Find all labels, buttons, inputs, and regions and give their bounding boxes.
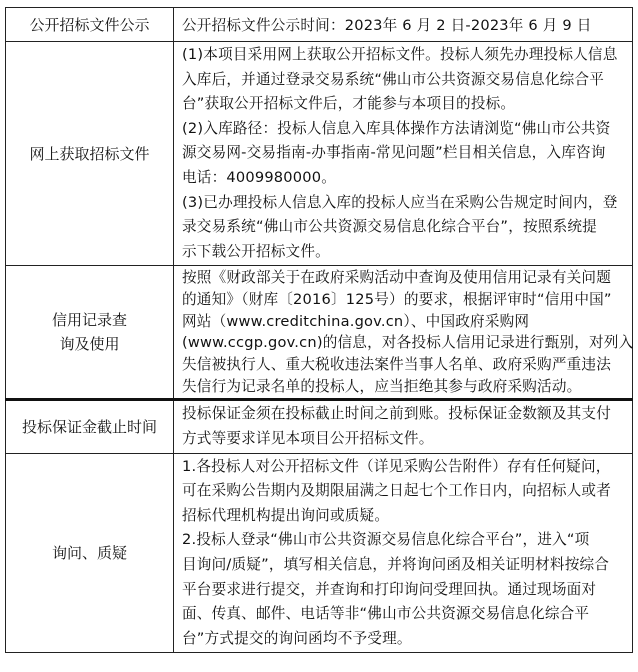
content-line: 失信被执行人、重大税收违法案件当事人名单、政府采购严重违法 xyxy=(182,356,612,374)
row-content xyxy=(174,453,633,653)
label-line: 网上获取招标文件 xyxy=(29,144,150,163)
content-line: 方式等要求详见本项目公开招标文件。 xyxy=(182,430,434,448)
content-line: 可在采购公告期内及期限届满之日起七个工作日内，向招标人或者 xyxy=(182,482,612,500)
row-label xyxy=(6,266,174,400)
content-line: 入库后，并通过登录交易系统“佛山市公共资源交易信息化综合平 xyxy=(182,70,604,88)
content-line: 1.各投标人对公开招标文件（详见采购公告附件）存有任何疑问， xyxy=(182,457,611,475)
row-content xyxy=(174,42,633,266)
content-line: 平台要求进行提交，并查询和打印询问受理回执。通过现场面对 xyxy=(182,580,597,598)
tender-info-table xyxy=(5,7,633,653)
content-line: (3)已办理投标人信息入库的投标人应当在采购公告规定时间内，登 xyxy=(182,193,618,211)
content-line: 网站（www.creditchina.gov.cn）、中国政府采购网 xyxy=(182,312,530,330)
label-line: 信用记录查 xyxy=(51,311,127,330)
content-line: 录交易系统“佛山市公共资源交易信息化综合平台”，按照系统提 xyxy=(182,218,597,236)
content-line: 失信行为记录名单的投标人，应当拒绝其参与政府采购活动。 xyxy=(182,377,582,395)
content-line: 源交易网-交易指南-办事指南-常见问题”栏目相关信息，入库咨询 xyxy=(182,144,606,162)
row-label xyxy=(6,42,174,266)
row-content xyxy=(174,8,633,42)
row-online-tender-docs xyxy=(6,42,633,266)
row-label xyxy=(6,453,174,653)
content-line: 目询问/质疑”，填写相关信息，并将询问函及相关证明材料按综合 xyxy=(182,556,610,574)
content-line: 2.投标人登录“佛山市公共资源交易信息化综合平台”，进入“项 xyxy=(182,531,590,549)
content-line: 电话：4009980000。 xyxy=(182,168,337,186)
row-label xyxy=(6,8,174,42)
label-line: 投标保证金截止时间 xyxy=(21,418,157,437)
row-announcement-period xyxy=(6,8,633,42)
row-bid-bond-deadline xyxy=(6,400,633,453)
content-line: 台”方式提交的询问函均不予受理。 xyxy=(182,629,412,647)
row-content xyxy=(174,400,633,453)
content-line: 按照《财政部关于在政府采购活动中查询及使用信用记录有关问题 xyxy=(182,269,612,287)
label-line: 询及使用 xyxy=(59,335,120,354)
content-line: (1)本项目采用网上获取公开招标文件。投标人须先办理投标人信息 xyxy=(182,46,618,63)
label-line: 询问、质疑 xyxy=(51,544,127,563)
content-line: 示下载公开招标文件。 xyxy=(182,242,330,260)
content-line: 招标代理机构提出询问或质疑。 xyxy=(182,506,390,524)
content-line: 的通知》（财库〔2016〕125号）的要求，根据评审时“信用中国” xyxy=(182,291,612,309)
content-line: 面、传真、邮件、电话等非“佛山市公共资源交易信息化综合平 xyxy=(182,605,590,623)
content-line: (www.ccgp.gov.cn)的信息，对各投标人信用记录进行甄别，对列入 xyxy=(182,334,634,352)
row-content xyxy=(174,266,633,400)
content-line: 公开招标文件公示时间：2023年 6 月 2 日-2023年 6 月 9 日 xyxy=(182,17,592,34)
row-label xyxy=(6,400,174,453)
row-credit-record-check xyxy=(6,266,633,400)
content-line: (2)入库路径：投标人信息入库具体操作方法请浏览“佛山市公共资 xyxy=(182,119,611,137)
content-line: 台”获取公开招标文件后，才能参与本项目的投标。 xyxy=(182,95,516,113)
label-line: 公开招标文件公示 xyxy=(29,15,150,34)
row-inquiry-challenge xyxy=(6,453,633,653)
content-line: 投标保证金须在投标截止时间之前到账。投标保证金数额及其支付 xyxy=(182,405,612,423)
